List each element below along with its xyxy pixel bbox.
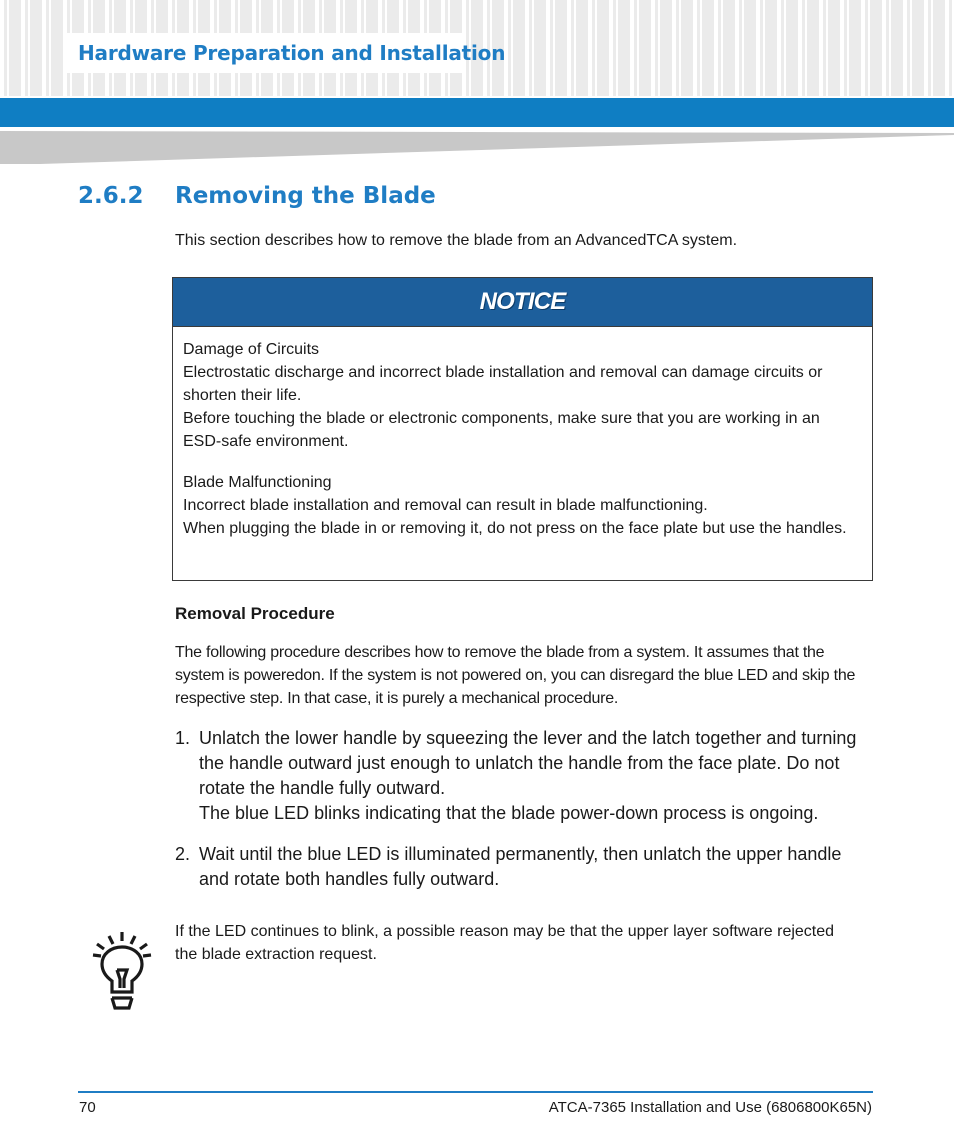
notice-item-line: Incorrect blade installation and removal can result in blade malfunctioning. bbox=[183, 497, 708, 514]
procedure-heading: Removal Procedure bbox=[175, 604, 335, 623]
procedure-description: The following procedure describes how to remove the blade from a system. It assumes that the system is poweredon. If the system is not powered on, you can disregard the blue LED and skip the respective step. In that case, it is purely a mechanical procedure. bbox=[175, 644, 856, 707]
notice-item-title: Damage of Circuits bbox=[183, 341, 320, 358]
lightbulb-icon bbox=[92, 932, 154, 1012]
notice-label: NOTICE bbox=[479, 288, 566, 315]
notice-box bbox=[172, 277, 873, 581]
document-title: ATCA-7365 Installation and Use (6806800K65N) bbox=[548, 1099, 872, 1116]
step-number: 1. bbox=[175, 728, 191, 748]
notice-item-line: Before touching the blade or electronic components, make sure that you are working in an ESD-safe environment. bbox=[183, 410, 820, 450]
notice-content bbox=[173, 327, 872, 540]
notice-item-title: Blade Malfunctioning bbox=[183, 474, 332, 491]
step-number: 2. bbox=[175, 844, 191, 864]
section-title: Removing the Blade bbox=[175, 183, 436, 209]
step-result: The blue LED blinks indicating that the blade power-down process is ongoing. bbox=[199, 803, 819, 823]
notice-item-line: Electrostatic discharge and incorrect blade installation and removal can damage circuits or shorten their life. bbox=[183, 364, 823, 404]
page-number: 70 bbox=[79, 1099, 96, 1116]
step-text: Wait until the blue LED is illuminated permanently, then unlatch the upper handle and rotate both handles fully outward. bbox=[199, 844, 842, 889]
step-text: Unlatch the lower handle by squeezing the lever and the latch together and turning the handle outward just enough to unlatch the handle from the face plate. Do not rotate the handle fully outward. bbox=[199, 728, 857, 798]
list-item bbox=[175, 726, 875, 826]
section-intro: This section describes how to remove the blade from an AdvancedTCA system. bbox=[175, 232, 738, 249]
section-heading bbox=[78, 183, 436, 209]
section-number: 2.6.2 bbox=[78, 183, 144, 209]
notice-item-line: When plugging the blade in or removing it, do not press on the face plate but use the handles. bbox=[183, 520, 847, 537]
list-item bbox=[175, 842, 875, 892]
header-wedge bbox=[0, 131, 954, 164]
tip-text: If the LED continues to blink, a possible reason may be that the upper layer software rejected the blade extraction request. bbox=[175, 923, 835, 963]
header-bar bbox=[0, 98, 954, 127]
footer-divider bbox=[78, 1091, 873, 1093]
chapter-title: Hardware Preparation and Installation bbox=[78, 41, 506, 65]
notice-header bbox=[173, 278, 872, 327]
procedure-steps bbox=[175, 726, 875, 892]
